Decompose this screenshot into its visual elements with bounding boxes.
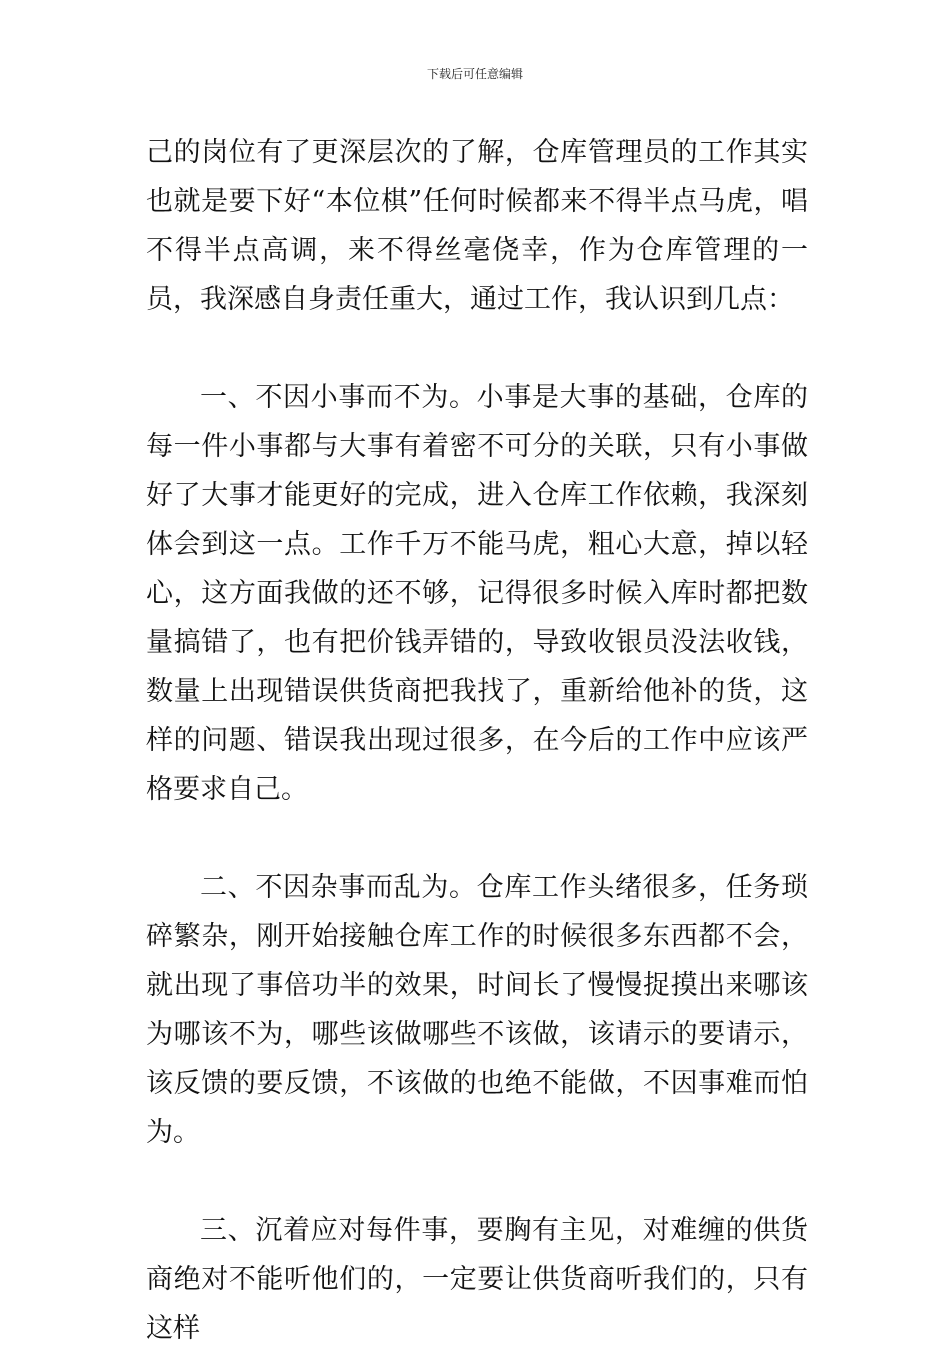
- paragraph-gap: [146, 814, 808, 863]
- paragraph-4: 三、沉着应对每件事，要胸有主见，对难缠的供货商绝对不能听他们的，一定要让供货商听我们的，只有这样: [146, 1215, 808, 1344]
- paragraph-gap: [146, 1157, 808, 1206]
- paragraph-gap: [146, 324, 808, 373]
- header-note: 下载后可任意编辑: [426, 67, 523, 81]
- paragraph-3: 二、不因杂事而乱为。仓库工作头绪很多，任务琐碎繁杂，刚开始接触仓库工作的时候很多东西都不会，就出现了事倍功半的效果，时间长了慢慢捉摸出来哪该为哪该不为，哪些该做哪些不该做，该请示的要请示，该反馈的要反馈，不该做的也绝不能做，不因事难而怕为。: [146, 872, 808, 1148]
- paragraph-1: 己的岗位有了更深层次的了解，仓库管理员的工作其实也就是要下好“本位棋”任何时候都来不得半点马虎，唱不得半点高调，来不得丝毫侥幸，作为仓库管理的一员，我深感自身责任重大，通过工作，我认识到几点：: [146, 137, 808, 315]
- paragraph-2: 一、不因小事而不为。小事是大事的基础，仓库的每一件小事都与大事有着密不可分的关联，只有小事做好了大事才能更好的完成，进入仓库工作依赖，我深刻体会到这一点。工作千万不能马虎，粗心大意，掉以轻心，这方面我做的还不够，记得很多时候入库时都把数量搞错了，也有把价钱弄错的，导致收银员没法收钱，数量上出现错误供货商把我找了，重新给他补的货，这样的问题、错误我出现过很多，在今后的工作中应该严格要求自己。: [146, 382, 808, 805]
- document-body: [146, 128, 808, 1353]
